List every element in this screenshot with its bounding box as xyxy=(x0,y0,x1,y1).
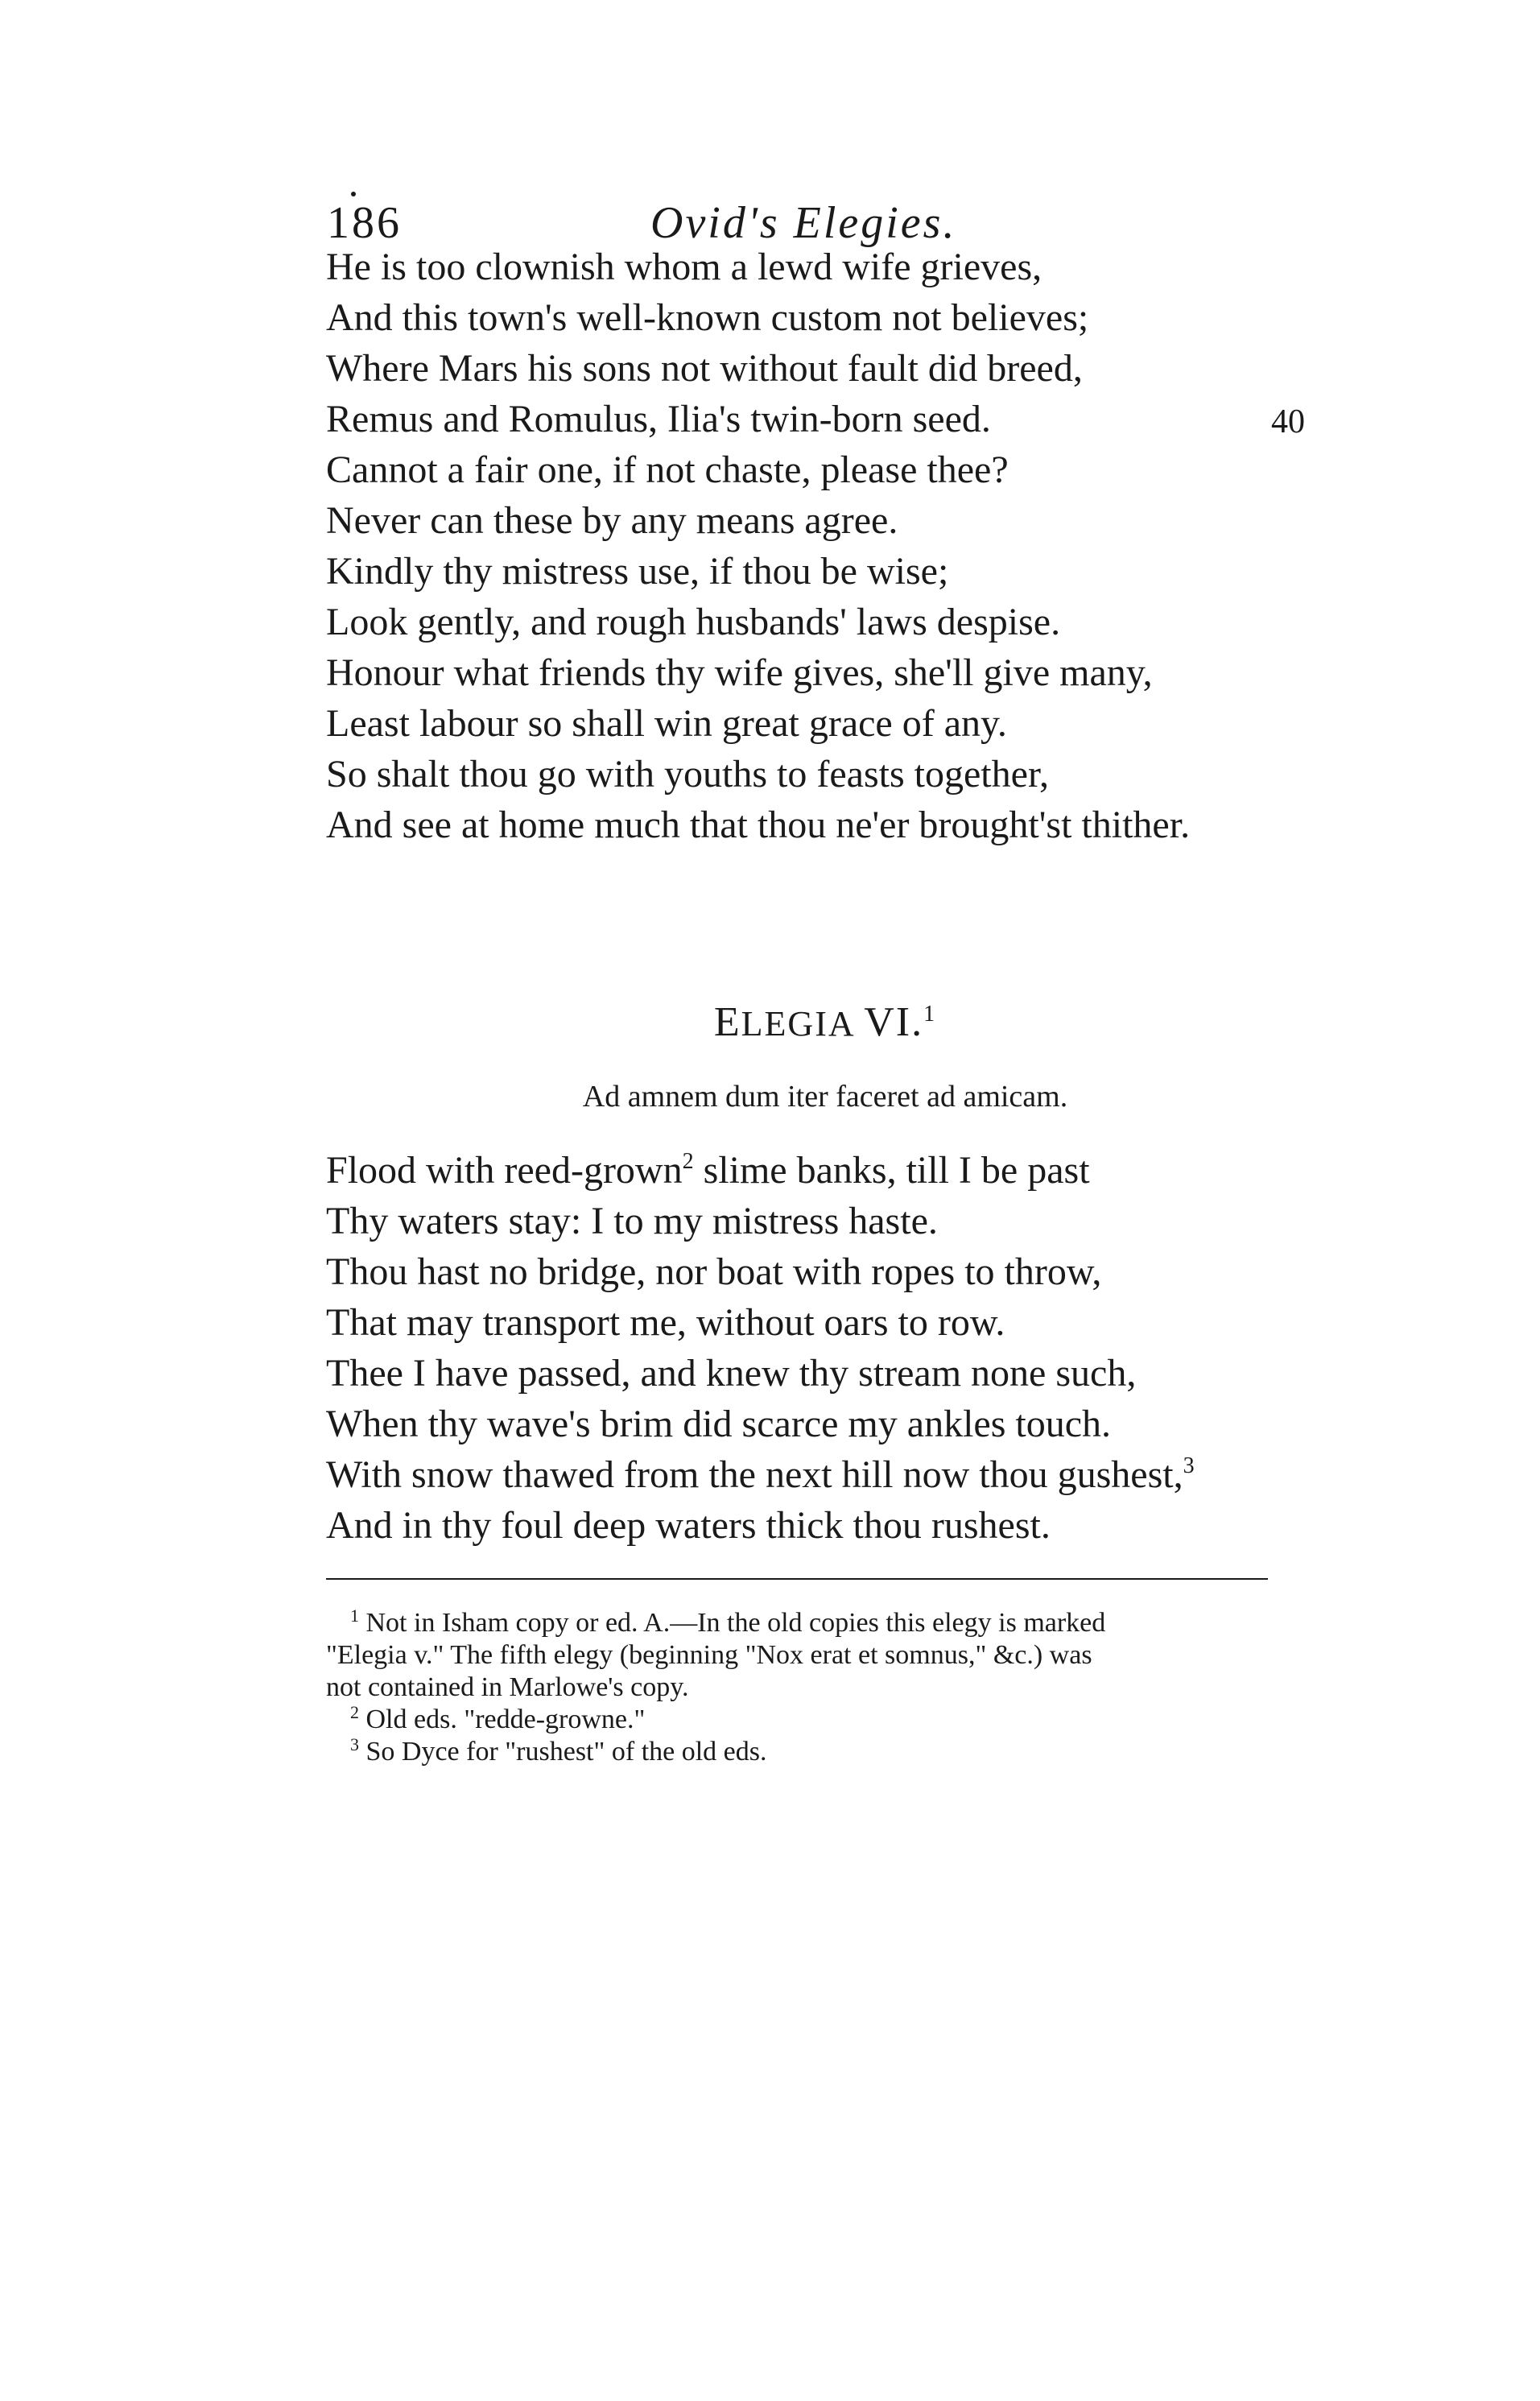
verse-line xyxy=(326,1449,1324,1500)
footnote-3 xyxy=(326,1736,1312,1768)
page-number: 186 xyxy=(327,198,402,248)
footnote-marker: 1 xyxy=(350,1605,359,1626)
verse-line: Honour what friends thy wife gives, she'll give many, xyxy=(326,651,1153,694)
verse-line-part: slime banks, till I be past xyxy=(693,1149,1090,1192)
verse-line-part: With snow thawed from the next hill now thou gushest, xyxy=(326,1453,1183,1496)
verse-line-part: Flood with reed-grown xyxy=(326,1149,683,1192)
verse-line-numbered xyxy=(326,394,1324,444)
footnote-text: Old eds. "redde-growne." xyxy=(359,1705,646,1734)
verse-line: He is too clownish whom a lewd wife grieves, xyxy=(326,246,1042,288)
line-number: 40 xyxy=(1271,403,1305,440)
verse-line: Thee I have passed, and knew thy stream none such, xyxy=(326,1352,1137,1395)
verse-stanza-2 xyxy=(326,1145,1324,1551)
footnote-ref: 3 xyxy=(1183,1453,1195,1478)
footnote-2 xyxy=(326,1704,1312,1736)
running-title: Ovid's Elegies. xyxy=(650,198,957,248)
footnote-1-continued: "Elegia v." The fifth elegy (beginning "Nox erat et somnus," &c.) was xyxy=(326,1640,1092,1670)
footnote-ref: 2 xyxy=(682,1149,694,1174)
verse-line: Look gently, and rough husbands' laws despise. xyxy=(326,601,1061,643)
verse-line: When thy wave's brim did scarce my ankles touch. xyxy=(326,1403,1112,1445)
verse-line: And this town's well-known custom not believes; xyxy=(326,296,1089,339)
verse-line: Kindly thy mistress use, if thou be wise; xyxy=(326,550,949,593)
heading-numeral: VI. xyxy=(864,999,924,1045)
footnote-1-continued: not contained in Marlowe's copy. xyxy=(326,1672,689,1702)
verse-line-text: Remus and Romulus, Ilia's twin-born seed. xyxy=(326,398,991,440)
verse-line xyxy=(326,1145,1324,1196)
verse-line: Where Mars his sons not without fault did breed, xyxy=(326,347,1083,390)
verse-line: Least labour so shall win great grace of any. xyxy=(326,702,1007,745)
verse-line: And in thy foul deep waters thick thou rushest. xyxy=(326,1504,1051,1547)
footnotes xyxy=(326,1607,1312,1768)
verse-line: So shalt thou go with youths to feasts together, xyxy=(326,753,1050,796)
verse-stanza-1 xyxy=(326,242,1324,850)
verse-line: Thou hast no bridge, nor boat with ropes to throw, xyxy=(326,1250,1102,1293)
verse-line: Thy waters stay: I to my mistress haste. xyxy=(326,1200,938,1242)
footnote-divider xyxy=(326,1578,1268,1580)
heading-smallcaps: LEGIA xyxy=(741,1004,854,1043)
footnote-marker: 3 xyxy=(350,1734,359,1754)
footnote-text: So Dyce for "rushest" of the old eds. xyxy=(359,1737,767,1767)
footnote-marker: 2 xyxy=(350,1702,359,1722)
verse-line: Cannot a fair one, if not chaste, please thee? xyxy=(326,448,1009,491)
heading-initial: E xyxy=(713,999,741,1045)
elegy-heading xyxy=(326,998,1324,1046)
footnote-ref: 1 xyxy=(923,1002,937,1027)
verse-line: And see at home much that thou ne'er brought'st thither. xyxy=(326,804,1191,846)
elegy-subtitle: Ad amnem dum iter faceret ad amicam. xyxy=(582,1080,1068,1114)
footnote-1 xyxy=(326,1607,1312,1639)
verse-line: Never can these by any means agree. xyxy=(326,499,898,542)
footnote-text: Not in Isham copy or ed. A.—In the old copies this elegy is marked xyxy=(359,1608,1106,1638)
verse-line: That may transport me, without oars to row. xyxy=(326,1301,1005,1344)
print-speck xyxy=(351,192,356,196)
